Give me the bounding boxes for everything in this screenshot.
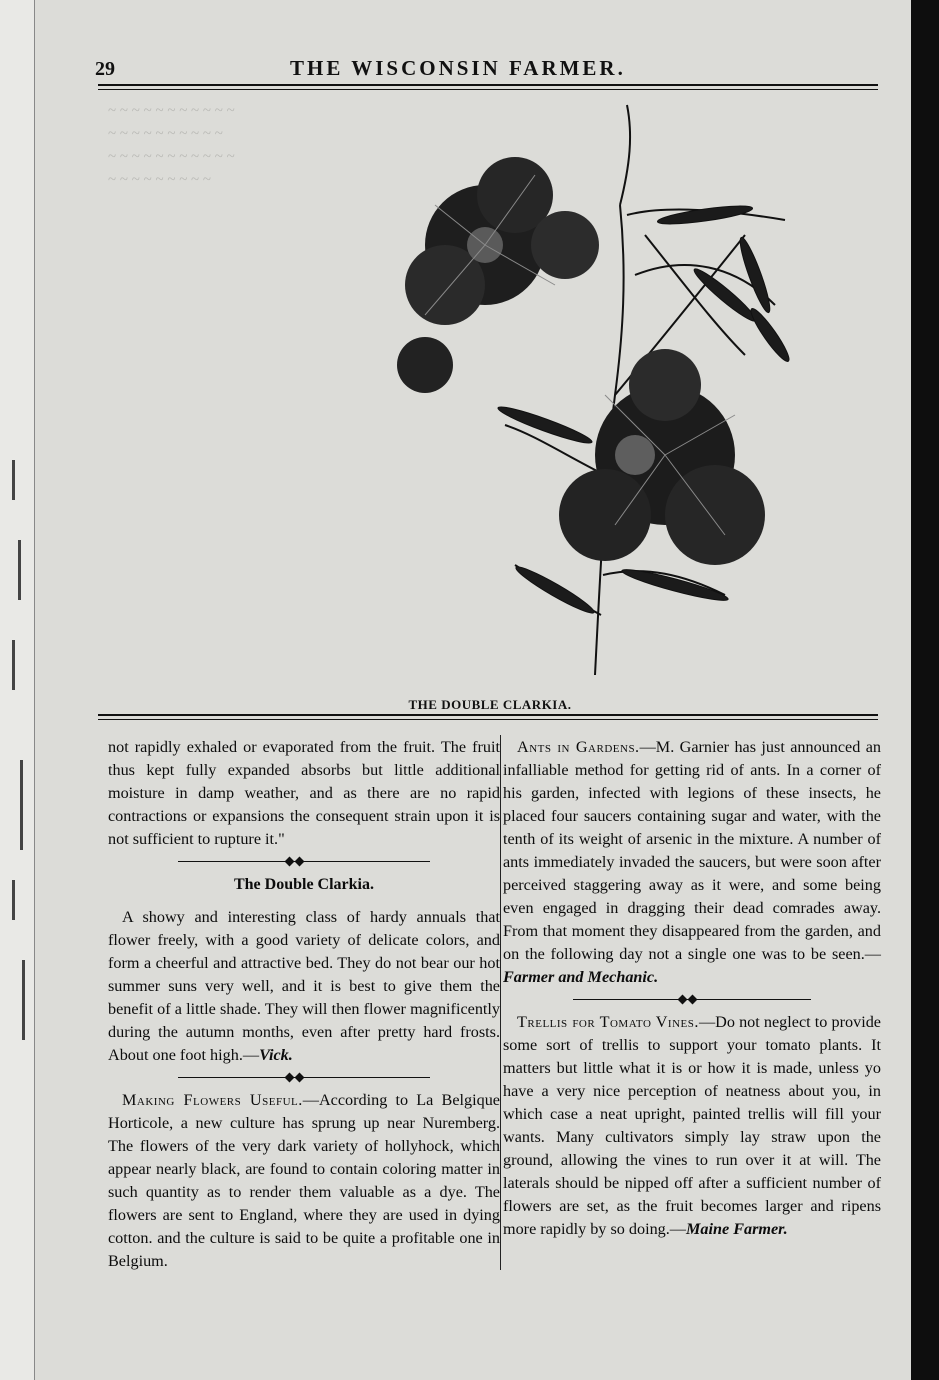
leaf — [496, 402, 594, 447]
edge-mark — [20, 760, 23, 850]
trellis-attribution: Maine Farmer. — [686, 1220, 788, 1238]
ants-body: —M. Garnier has just announced an infalliable method for getting rid of ants. In a corner of his garden, infected with legions of these insects, he placed four saucers containing sugar and water, with the tenth of its weight of arsenic in the mixture. A number of ants immediately invaded the saucers, but were soon after perceived staggering away as it were, and some being even engaged in dragging their dead comrades away. From that moment they disappeared from the garden, and on the following day not a single one was to be seen.— — [503, 738, 881, 963]
caption-rule-thin — [98, 719, 878, 720]
figure-caption: THE DOUBLE CLARKIA. — [408, 697, 572, 712]
flowers-paragraph — [108, 1089, 500, 1273]
edge-mark — [12, 460, 15, 500]
section-ornament — [108, 855, 500, 869]
clarkia-body: A showy and interesting class of hardy annuals that flower freely, with a good variety of delicate colors, and form a cheerful and attractive bed. They do not bear our hot summer suns very well, and it is best to give them the benefit of a little shade. They will then flower magnificently during the autumn months, even after pretty hard frosts. About one foot high.— — [108, 908, 500, 1064]
section-ornament — [108, 1071, 500, 1085]
binding-edge — [0, 0, 35, 1380]
scan-border — [911, 0, 939, 1380]
leaf — [620, 565, 729, 605]
ants-attribution: Farmer and Mechanic. — [503, 968, 659, 986]
edge-mark — [12, 640, 15, 690]
edge-mark — [22, 960, 25, 1040]
left-column — [108, 736, 500, 1273]
header-rule — [98, 84, 878, 86]
trellis-runin: Trellis for Tomato Vines. — [517, 1013, 699, 1031]
trellis-body: —Do not neglect to provide some sort of trellis to support your tomato plants. It matters but little what it is or how it is made, unless yo have a very nice perception of neatness about you, in which case a neat upright, painted trellis will fill your wants. Many cultivators simply lay straw upon the ground, allowing the vines to run over it at will. The laterals should be nipped off after a sufficient number of flowers are set, as the fruit becomes larger and ripens more rapidly by so doing.— — [503, 1013, 881, 1238]
flowers-runin: Making Flowers Useful. — [122, 1091, 303, 1109]
right-column — [503, 736, 881, 1241]
double-clarkia-illustration — [365, 95, 865, 695]
header-rule-thin — [98, 89, 878, 90]
running-head — [95, 58, 877, 82]
section-ornament — [503, 993, 881, 1007]
leaf — [513, 562, 597, 617]
clarkia-paragraph — [108, 906, 500, 1067]
ants-paragraph — [503, 736, 881, 989]
masthead: THE WISCONSIN FARMER. — [290, 56, 626, 80]
clarkia-attribution: Vick. — [259, 1046, 293, 1064]
lower-blossom — [559, 349, 765, 565]
page-number: 29 — [95, 58, 115, 80]
show-through: ~ ~ ~ ~ ~ ~ ~ ~ ~ ~ ~ ~ ~ ~ ~ ~ ~ ~ ~ ~ ~ ~ ~ ~ ~ ~ ~ ~ ~ ~ ~ ~ ~ ~ ~ ~ ~ ~ ~ ~ ~ — [108, 103, 235, 188]
continued-paragraph: not rapidly exhaled or evaporated from the fruit. The fruit thus kept fully expanded absorbs but little additional moisture in damp weather, and as there are no rapid contractions or expansions the consequent strain upon it is not sufficient to rupture it." — [108, 738, 500, 848]
bud — [747, 305, 794, 364]
edge-mark — [12, 880, 15, 920]
edge-mark — [18, 540, 21, 600]
column-divider — [500, 735, 501, 1270]
upper-blossom — [397, 157, 599, 393]
ants-runin: Ants in Gardens. — [517, 738, 640, 756]
leaf — [657, 202, 754, 227]
trellis-paragraph — [503, 1011, 881, 1241]
clarkia-heading: The Double Clarkia. — [233, 876, 374, 893]
caption-rule — [98, 714, 878, 716]
flowers-body: —According to La Belgique Horticole, a new culture has sprung up near Nuremberg. The flowers of the very dark variety of hollyhock, which appear nearly black, are found to contain coloring matter in such quantity as to render them valuable as a dye. The flowers are sent to England, where they are used in dying cotton. and the culture is said to be quite a profitable one in Belgium. — [108, 1091, 500, 1270]
